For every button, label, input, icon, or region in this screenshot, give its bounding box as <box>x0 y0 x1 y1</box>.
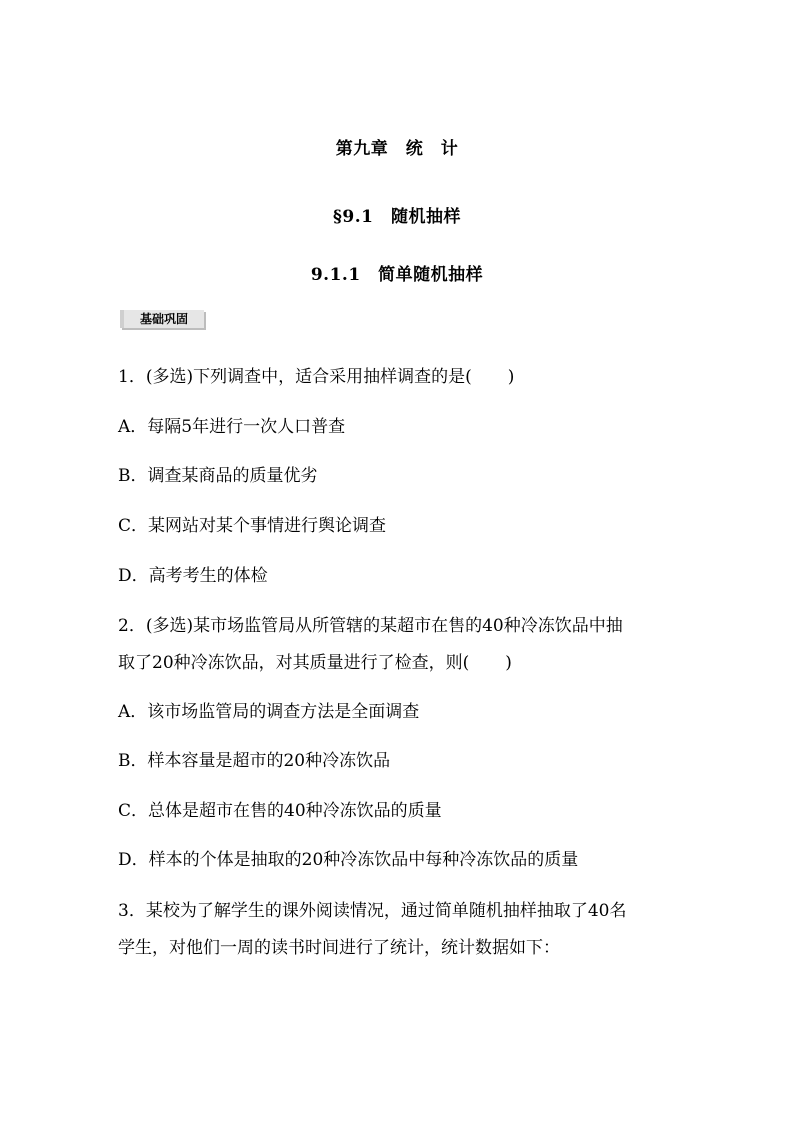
question-2-stem-line-1: 2．(多选)某市场监管局从所管辖的某超市在售的40种冷冻饮品中抽 <box>118 616 623 636</box>
basic-consolidation-tag: 基础巩固 <box>120 310 204 328</box>
question-2-option-c: C．总体是超市在售的40种冷冻饮品的质量 <box>118 801 442 821</box>
question-1-option-c: C．某网站对某个事情进行舆论调查 <box>118 516 387 536</box>
question-1-option-b: B．调查某商品的质量优劣 <box>118 466 318 486</box>
question-2-option-d: D．样本的个体是抽取的20种冷冻饮品中每种冷冻饮品的质量 <box>118 850 579 870</box>
question-3-stem-line-2: 学生，对他们一周的读书时间进行了统计，统计数据如下： <box>118 938 560 958</box>
question-2-option-a: A．该市场监管局的调查方法是全面调查 <box>118 702 420 722</box>
question-1-stem <box>118 362 514 387</box>
question-2-stem-text: 取了20种冷冻饮品，对其质量进行了检查，则( <box>118 653 470 673</box>
chapter-title: 第九章 统 计 <box>335 139 459 159</box>
question-1-option-a: A．每隔5年进行一次人口普查 <box>118 417 346 437</box>
section-title: §9.1 随机抽样 <box>333 207 461 227</box>
question-1-option-d: D．高考考生的体检 <box>118 566 268 586</box>
question-2-option-b: B．样本容量是超市的20种冷冻饮品 <box>118 751 391 771</box>
question-3-stem-line-1: 3．某校为了解学生的课外阅读情况，通过简单随机抽样抽取了40名 <box>118 901 627 921</box>
question-1-stem-end: ) <box>507 367 515 387</box>
question-2-stem-line-2 <box>118 648 512 673</box>
question-2-stem-end: ) <box>505 653 512 673</box>
question-1-stem-text: 1．(多选)下列调查中，适合采用抽样调查的是( <box>118 367 472 387</box>
subsection-title: 9.1.1 简单随机抽样 <box>310 265 484 285</box>
